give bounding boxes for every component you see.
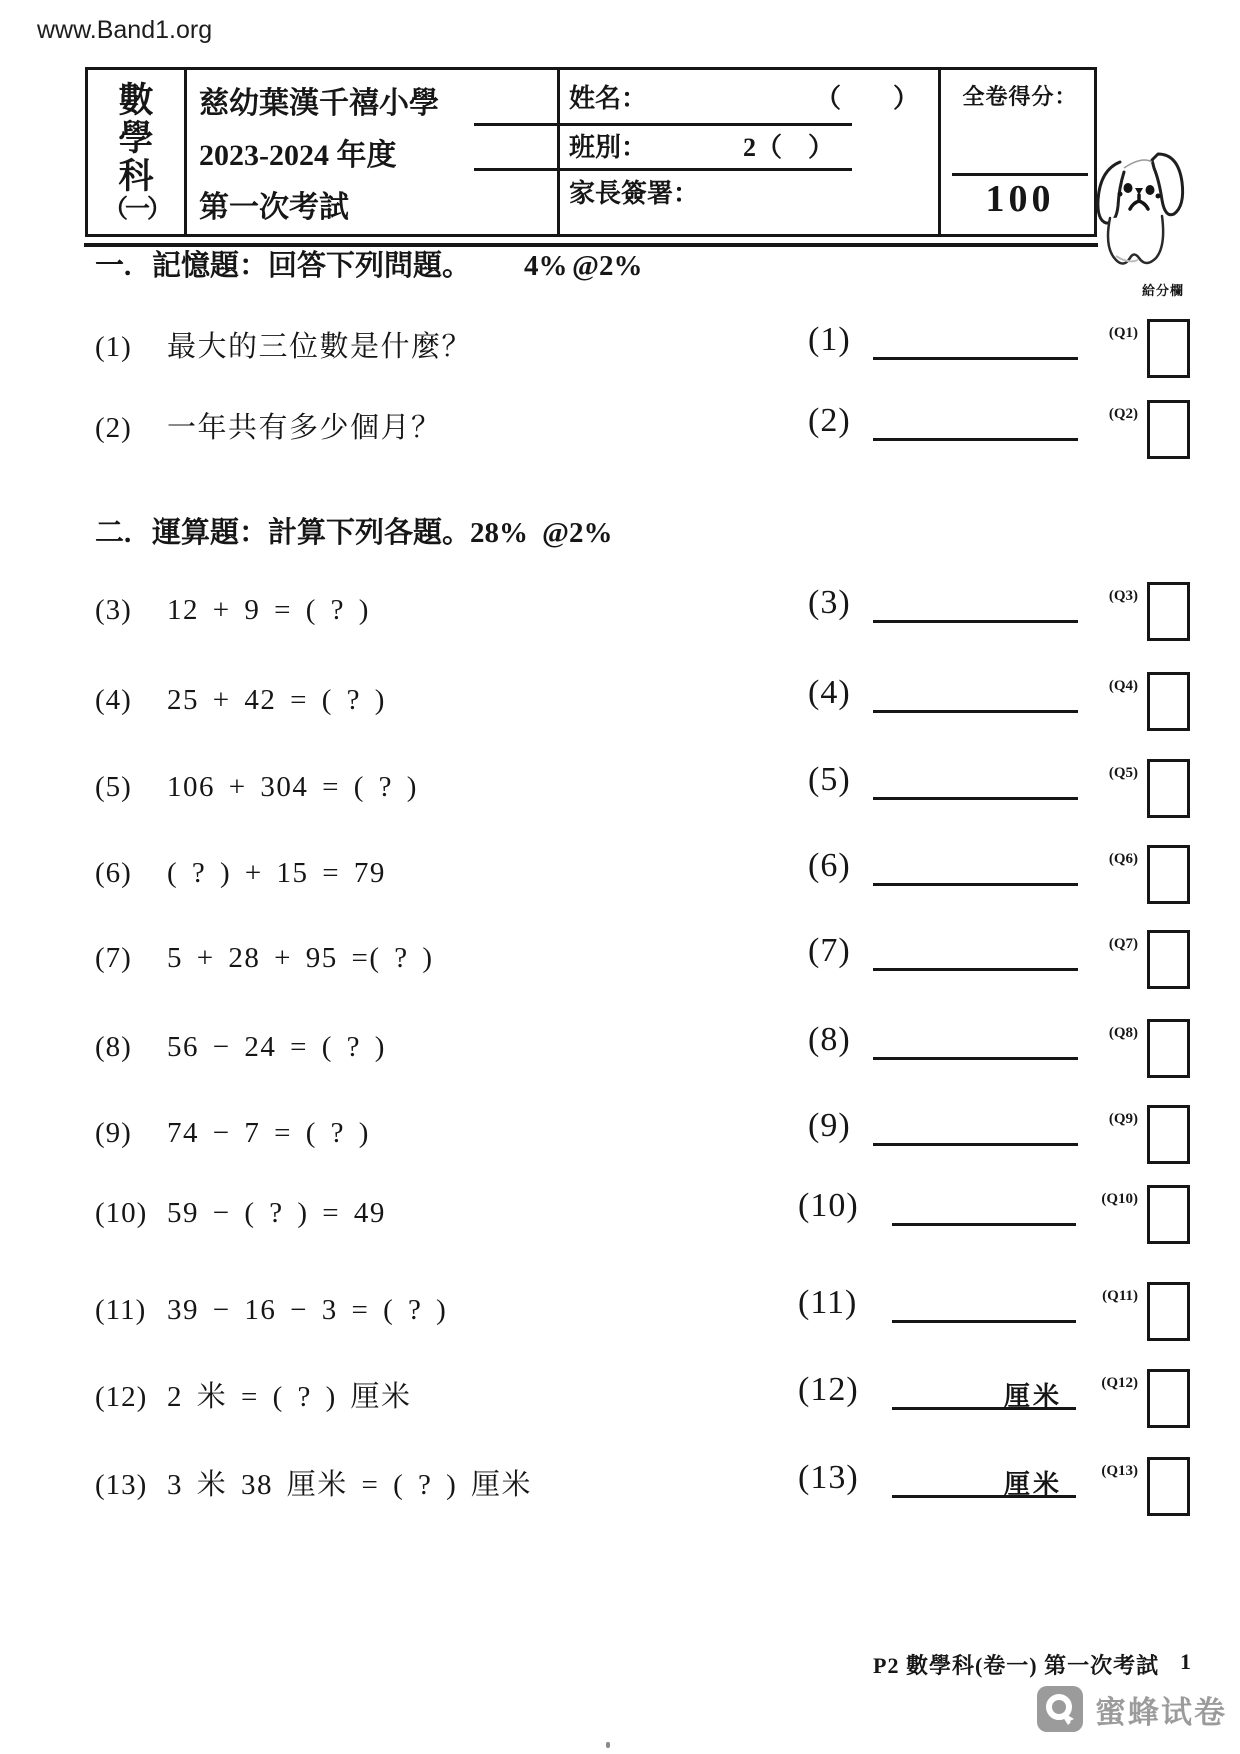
- parent-signature-label: 家長簽署：: [569, 179, 700, 208]
- section-1-header: [0, 244, 1240, 288]
- question-number: (10): [95, 1197, 148, 1229]
- score-box[interactable]: [1147, 400, 1190, 459]
- table-divider: [474, 168, 852, 171]
- section-percent: 28%: [470, 517, 528, 549]
- section-title: 記憶題：回答下列問題。: [152, 250, 472, 282]
- question-text: 106 + 304 = ( ? ): [167, 771, 418, 803]
- school-year: 2023-2024 年度: [199, 139, 397, 172]
- watermark: www.Band1.org: [37, 16, 213, 44]
- score-tag: (Q3): [1108, 588, 1138, 604]
- answer-row: [0, 1179, 1240, 1247]
- school-cell: [187, 70, 557, 234]
- score-fraction-line: [952, 173, 1088, 176]
- answer-row: [0, 1013, 1240, 1081]
- question-number: (11): [95, 1294, 147, 1326]
- answer-row: [0, 576, 1240, 644]
- student-info-cell: [559, 70, 937, 234]
- answer-number: (6): [808, 847, 851, 884]
- question-text: 74 − 7 = ( ? ): [167, 1117, 370, 1149]
- score-box[interactable]: [1147, 1457, 1190, 1516]
- score-box[interactable]: [1147, 1185, 1190, 1244]
- class-row: [559, 123, 937, 168]
- score-tag: (Q12): [1101, 1375, 1138, 1391]
- score-tag: (Q10): [1101, 1191, 1138, 1207]
- score-box[interactable]: [1147, 930, 1190, 989]
- answer-number: (11): [798, 1284, 858, 1321]
- subject-cell: [88, 70, 184, 234]
- question-number: (3): [95, 594, 132, 626]
- subject-char: 學: [118, 118, 154, 158]
- score-tag: (Q5): [1108, 765, 1138, 781]
- section-title: 運算題：計算下列各題。: [152, 517, 472, 549]
- class-value: 2（ ）: [743, 133, 835, 162]
- score-tag: (Q13): [1101, 1463, 1138, 1479]
- bee-paper-logo-icon: [1037, 1686, 1083, 1732]
- brand-name: 蜜蜂试卷: [1095, 1694, 1227, 1730]
- score-tag: (Q7): [1108, 936, 1138, 952]
- header-table: [85, 67, 1097, 237]
- question-number: (8): [95, 1031, 132, 1063]
- score-column-label: 給分欄: [1141, 283, 1184, 298]
- answer-row: [0, 394, 1240, 462]
- answer-row: [0, 1363, 1240, 1431]
- answer-row: [0, 313, 1240, 381]
- question-text: 12 + 9 = ( ? ): [167, 594, 370, 626]
- total-score-value: 100: [985, 178, 1055, 220]
- score-tag: (Q2): [1108, 406, 1138, 422]
- answer-blank[interactable]: [873, 326, 1078, 360]
- score-box[interactable]: [1147, 582, 1190, 641]
- class-label: 班別：: [569, 133, 648, 162]
- answer-number: (12): [798, 1371, 859, 1408]
- answer-row: [0, 1099, 1240, 1167]
- answer-row: [0, 1451, 1240, 1519]
- score-tag: (Q1): [1108, 325, 1138, 341]
- answer-number: (3): [808, 584, 851, 621]
- answer-blank[interactable]: [873, 679, 1078, 713]
- total-score-label: 全卷得分：: [962, 84, 1078, 109]
- answer-blank[interactable]: [873, 852, 1078, 886]
- score-box[interactable]: [1147, 1282, 1190, 1341]
- question-number: (13): [95, 1469, 148, 1501]
- question-number: (4): [95, 684, 132, 716]
- answer-number: (4): [808, 674, 851, 711]
- answer-row: [0, 839, 1240, 907]
- brand-watermark: [1037, 1686, 1227, 1732]
- score-tag: (Q9): [1108, 1111, 1138, 1127]
- scan-artifact-dot: [606, 1742, 610, 1748]
- score-tag: (Q11): [1102, 1288, 1138, 1304]
- score-tag: (Q6): [1108, 851, 1138, 867]
- question-number: (5): [95, 771, 132, 803]
- score-box[interactable]: [1147, 1369, 1190, 1428]
- footer-credit: P2 數學科(卷一) 第一次考試: [873, 1653, 1160, 1678]
- answer-number: (2): [808, 402, 851, 439]
- answer-row: [0, 753, 1240, 821]
- answer-row: [0, 1276, 1240, 1344]
- score-tag: (Q8): [1108, 1025, 1138, 1041]
- question-text: 最大的三位數是什麼？: [167, 331, 473, 363]
- question-number: (7): [95, 942, 132, 974]
- section-per-question: @2%: [542, 517, 613, 549]
- score-box[interactable]: [1147, 672, 1190, 731]
- name-row: [559, 70, 937, 123]
- subject-char: 數: [118, 80, 154, 120]
- table-divider: [474, 123, 852, 126]
- answer-number: (13): [798, 1459, 859, 1496]
- score-box[interactable]: [1147, 1105, 1190, 1164]
- exam-name: 第一次考試: [199, 191, 349, 224]
- parent-signature-row: [559, 168, 937, 236]
- answer-blank[interactable]: [892, 1289, 1076, 1323]
- score-box[interactable]: [1147, 319, 1190, 378]
- section-percent: 4%: [524, 250, 568, 282]
- subject-paper-number: （一）: [102, 195, 169, 223]
- school-name: 慈幼葉漢千禧小學: [199, 87, 439, 120]
- answer-number: (10): [798, 1187, 859, 1224]
- name-label: 姓名：: [569, 84, 648, 113]
- question-number: (1): [95, 331, 132, 363]
- question-text: 59 − ( ? ) = 49: [167, 1197, 386, 1229]
- answer-blank[interactable]: [873, 407, 1078, 441]
- section-marker: 一.: [95, 250, 132, 282]
- answer-row: [0, 924, 1240, 992]
- answer-number: (5): [808, 761, 851, 798]
- answer-blank-with-unit[interactable]: 厘米: [892, 1376, 1076, 1410]
- name-paren-blank: （ ）: [814, 84, 919, 113]
- question-number: (12): [95, 1381, 148, 1413]
- question-text: 5 + 28 + 95 =( ? ): [167, 942, 434, 974]
- question-number: (9): [95, 1117, 132, 1149]
- section-per-question: @2%: [572, 250, 643, 282]
- question-number: (6): [95, 857, 132, 889]
- answer-blank-with-unit[interactable]: 厘米: [892, 1464, 1076, 1498]
- score-box[interactable]: [1147, 1019, 1190, 1078]
- footer-page-number: 1: [1180, 1649, 1191, 1674]
- question-text: 25 + 42 = ( ? ): [167, 684, 386, 716]
- answer-blank[interactable]: [873, 1112, 1078, 1146]
- answer-blank[interactable]: [892, 1192, 1076, 1226]
- answer-number: (7): [808, 932, 851, 969]
- answer-number: (9): [808, 1107, 851, 1144]
- score-tag: (Q4): [1108, 678, 1138, 694]
- score-box[interactable]: [1147, 759, 1190, 818]
- answer-blank[interactable]: [873, 766, 1078, 800]
- answer-number: (8): [808, 1021, 851, 1058]
- question-text: 39 − 16 − 3 = ( ? ): [167, 1294, 448, 1326]
- question-text: 一年共有多少個月？: [167, 412, 442, 444]
- section-marker: 二.: [95, 517, 132, 549]
- section-2-header: [0, 511, 1240, 555]
- question-number: (2): [95, 412, 132, 444]
- score-box[interactable]: [1147, 845, 1190, 904]
- answer-number: (1): [808, 321, 851, 358]
- subject-char: 科: [118, 156, 154, 196]
- question-text: 2 米 = ( ? ) 厘米: [167, 1381, 412, 1413]
- answer-blank[interactable]: [873, 1026, 1078, 1060]
- answer-blank[interactable]: [873, 589, 1078, 623]
- answer-row: [0, 666, 1240, 734]
- question-text: 3 米 38 厘米 = ( ? ) 厘米: [167, 1469, 533, 1501]
- question-text: 56 − 24 = ( ? ): [167, 1031, 386, 1063]
- question-text: ( ? ) + 15 = 79: [167, 857, 386, 889]
- total-score-cell: [940, 70, 1100, 234]
- answer-blank[interactable]: [873, 937, 1078, 971]
